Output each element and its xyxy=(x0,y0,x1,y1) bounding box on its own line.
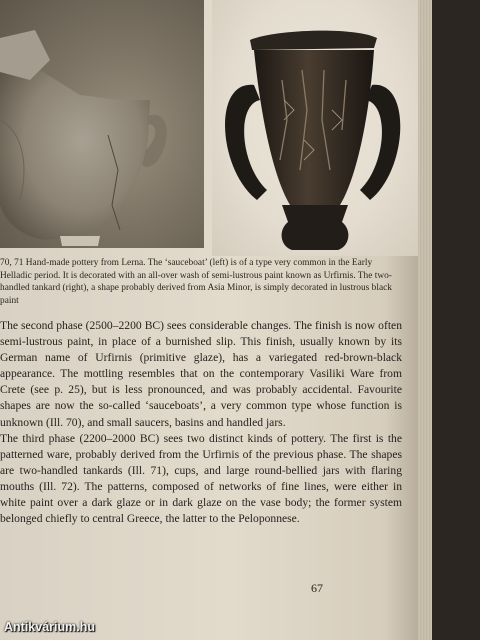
figure-caption: 70, 71 Hand-made pottery from Lerna. The ‘sauceboat’ (left) is of a type very common in the Early Helladic period. It is decorated with an all-over wash of semi-lustrous paint known as Urfirnis. The two-handled tankard (right), a shape probably derived from Asia Minor, is simply decorated in lustrous black paint xyxy=(0,258,392,306)
paragraph-2: The third phase (2200–2000 BC) sees two distinct kinds of pottery. The first is the patterned ware, probably derived from the Urfirnis of the previous phase. The shapes are two-handled tankards (Ill. 71), cups, and large round-bellied jars with flaring mouths (Ill. 72). The patterns, composed of networks of fine lines, were either in white paint over a dark glaze or in dark glaze on the vase body; the former system belonged chiefly to central Greece, the latter to the Peloponnese. xyxy=(0,431,402,526)
page-number: 67 xyxy=(311,581,323,595)
sauceboat-photo xyxy=(0,0,204,248)
tankard-photo xyxy=(212,0,418,256)
page-edges xyxy=(418,0,432,640)
paragraph-1: The second phase (2500–2200 BC) sees considerable changes. The finish is now often semi-lustrous paint, in place of a burnished slip. This finish, usually known by its German name of Urfirnis (primitive glaze), has a variegated red-brown-black appearance. The mottling resembles that on the contemporary Vasiliki Ware from Crete (see p. 25), but is less pronounced, and was probably accidental. Favourite shapes are now the so-called ‘sauceboats’, a very common type whose function is unknown (Ill. 70), and small saucers, basins and handled jars. xyxy=(0,319,402,429)
watermark: Antikvárium.hu xyxy=(4,620,95,634)
body-text xyxy=(0,318,402,527)
